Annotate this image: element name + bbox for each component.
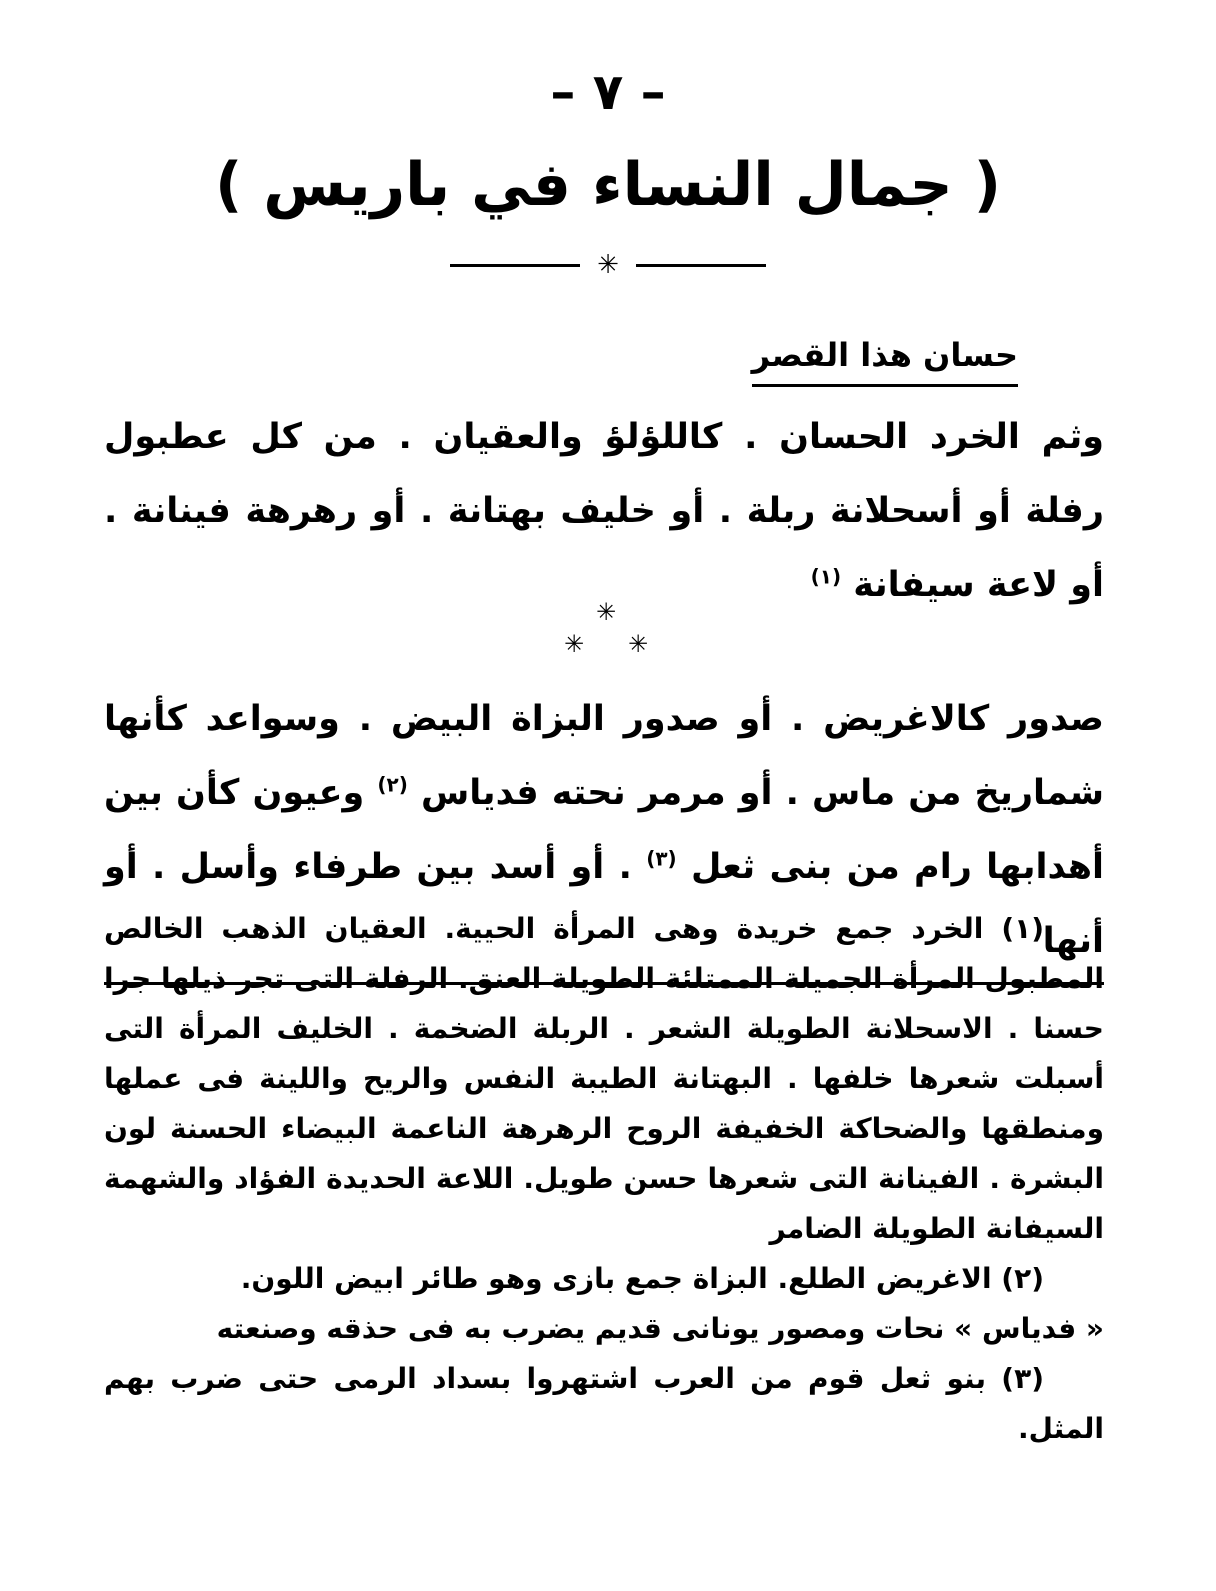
footnote-2-continuation: « فدياس » نحات ومصور يونانى قديم يضرب به فى حذقه وصنعته [216, 1312, 1104, 1345]
paragraph-2-text-b: وعيون كأن بين أهدابها رام من بنى ثعل [104, 773, 1105, 887]
footnote-1: (١) الخرد جمع خريدة وهى المرأة الحيية. العقيان الذهب الخالص المطبول المرأة الجميلة الممتلئة الطويلة العنق. الرفلة التى تجر ذيلها جرا حسنا . الاسحلانة الطويلة الشعر . الربلة الضخمة . الخليف المرأة التى أسبلت شعرها خلفها . البهتانة الطيبة النفس والريح واللينة فى عملها ومنطقها والضحاكة الخفيفة الروح الرهرهة الناعمة البيضاء الحسنة لون البشرة . الفينانة التى شعرها حسن طويل. اللاعة الحديدة الفؤاد والشهمة السيفانة الطويلة الضامر [104, 912, 1104, 1245]
title-ornament [450, 250, 766, 280]
paragraph-1 [104, 400, 1104, 626]
asterism-star-icon: ✳ [628, 630, 649, 658]
page-number: – ٧ – [550, 63, 666, 121]
ornament-line-left [450, 264, 580, 267]
asterism-star-icon: ✳ [596, 598, 617, 626]
asterism [550, 596, 666, 660]
footnote-ref-2: (٢) [377, 772, 408, 797]
paragraph-1-text: وثم الخرد الحسان . كاللؤلؤ والعقيان . من كل عطبول رفلة أو أسحلانة ربلة . أو خليف بهتانة . أو رهرهة فينانة . أو لاعة سيفانة [104, 417, 1104, 605]
footnote-2: (٢) الاغريض الطلع. البزاة جمع بازى وهو طائر ابيض اللون. [240, 1262, 1044, 1295]
ornament-star-icon: ✳ [597, 250, 619, 280]
footnote-3: (٣) بنو ثعل قوم من العرب اشتهروا بسداد الرمى حتى ضرب بهم المثل. [104, 1362, 1104, 1445]
page-title: ( جمال النساء في باريس ) [214, 150, 1002, 220]
footnote-ref-3: (٣) [646, 846, 677, 871]
ornament-line-right [636, 264, 766, 267]
paragraph-2-text-a: صدور كالاغريض . أو صدور البزاة البيض . وسواعد كأنها شماريخ من ماس . أو مرمر نحته فدياس [104, 699, 1105, 813]
section-heading: حسان هذا القصر [752, 330, 1018, 387]
footnotes [104, 904, 1104, 1454]
asterism-star-icon: ✳ [564, 630, 585, 658]
footnote-ref-1: (١) [810, 564, 842, 589]
paragraph-2-text-c: . أو أسد بين طرفاء وأسل . أو أنها [104, 847, 1104, 961]
